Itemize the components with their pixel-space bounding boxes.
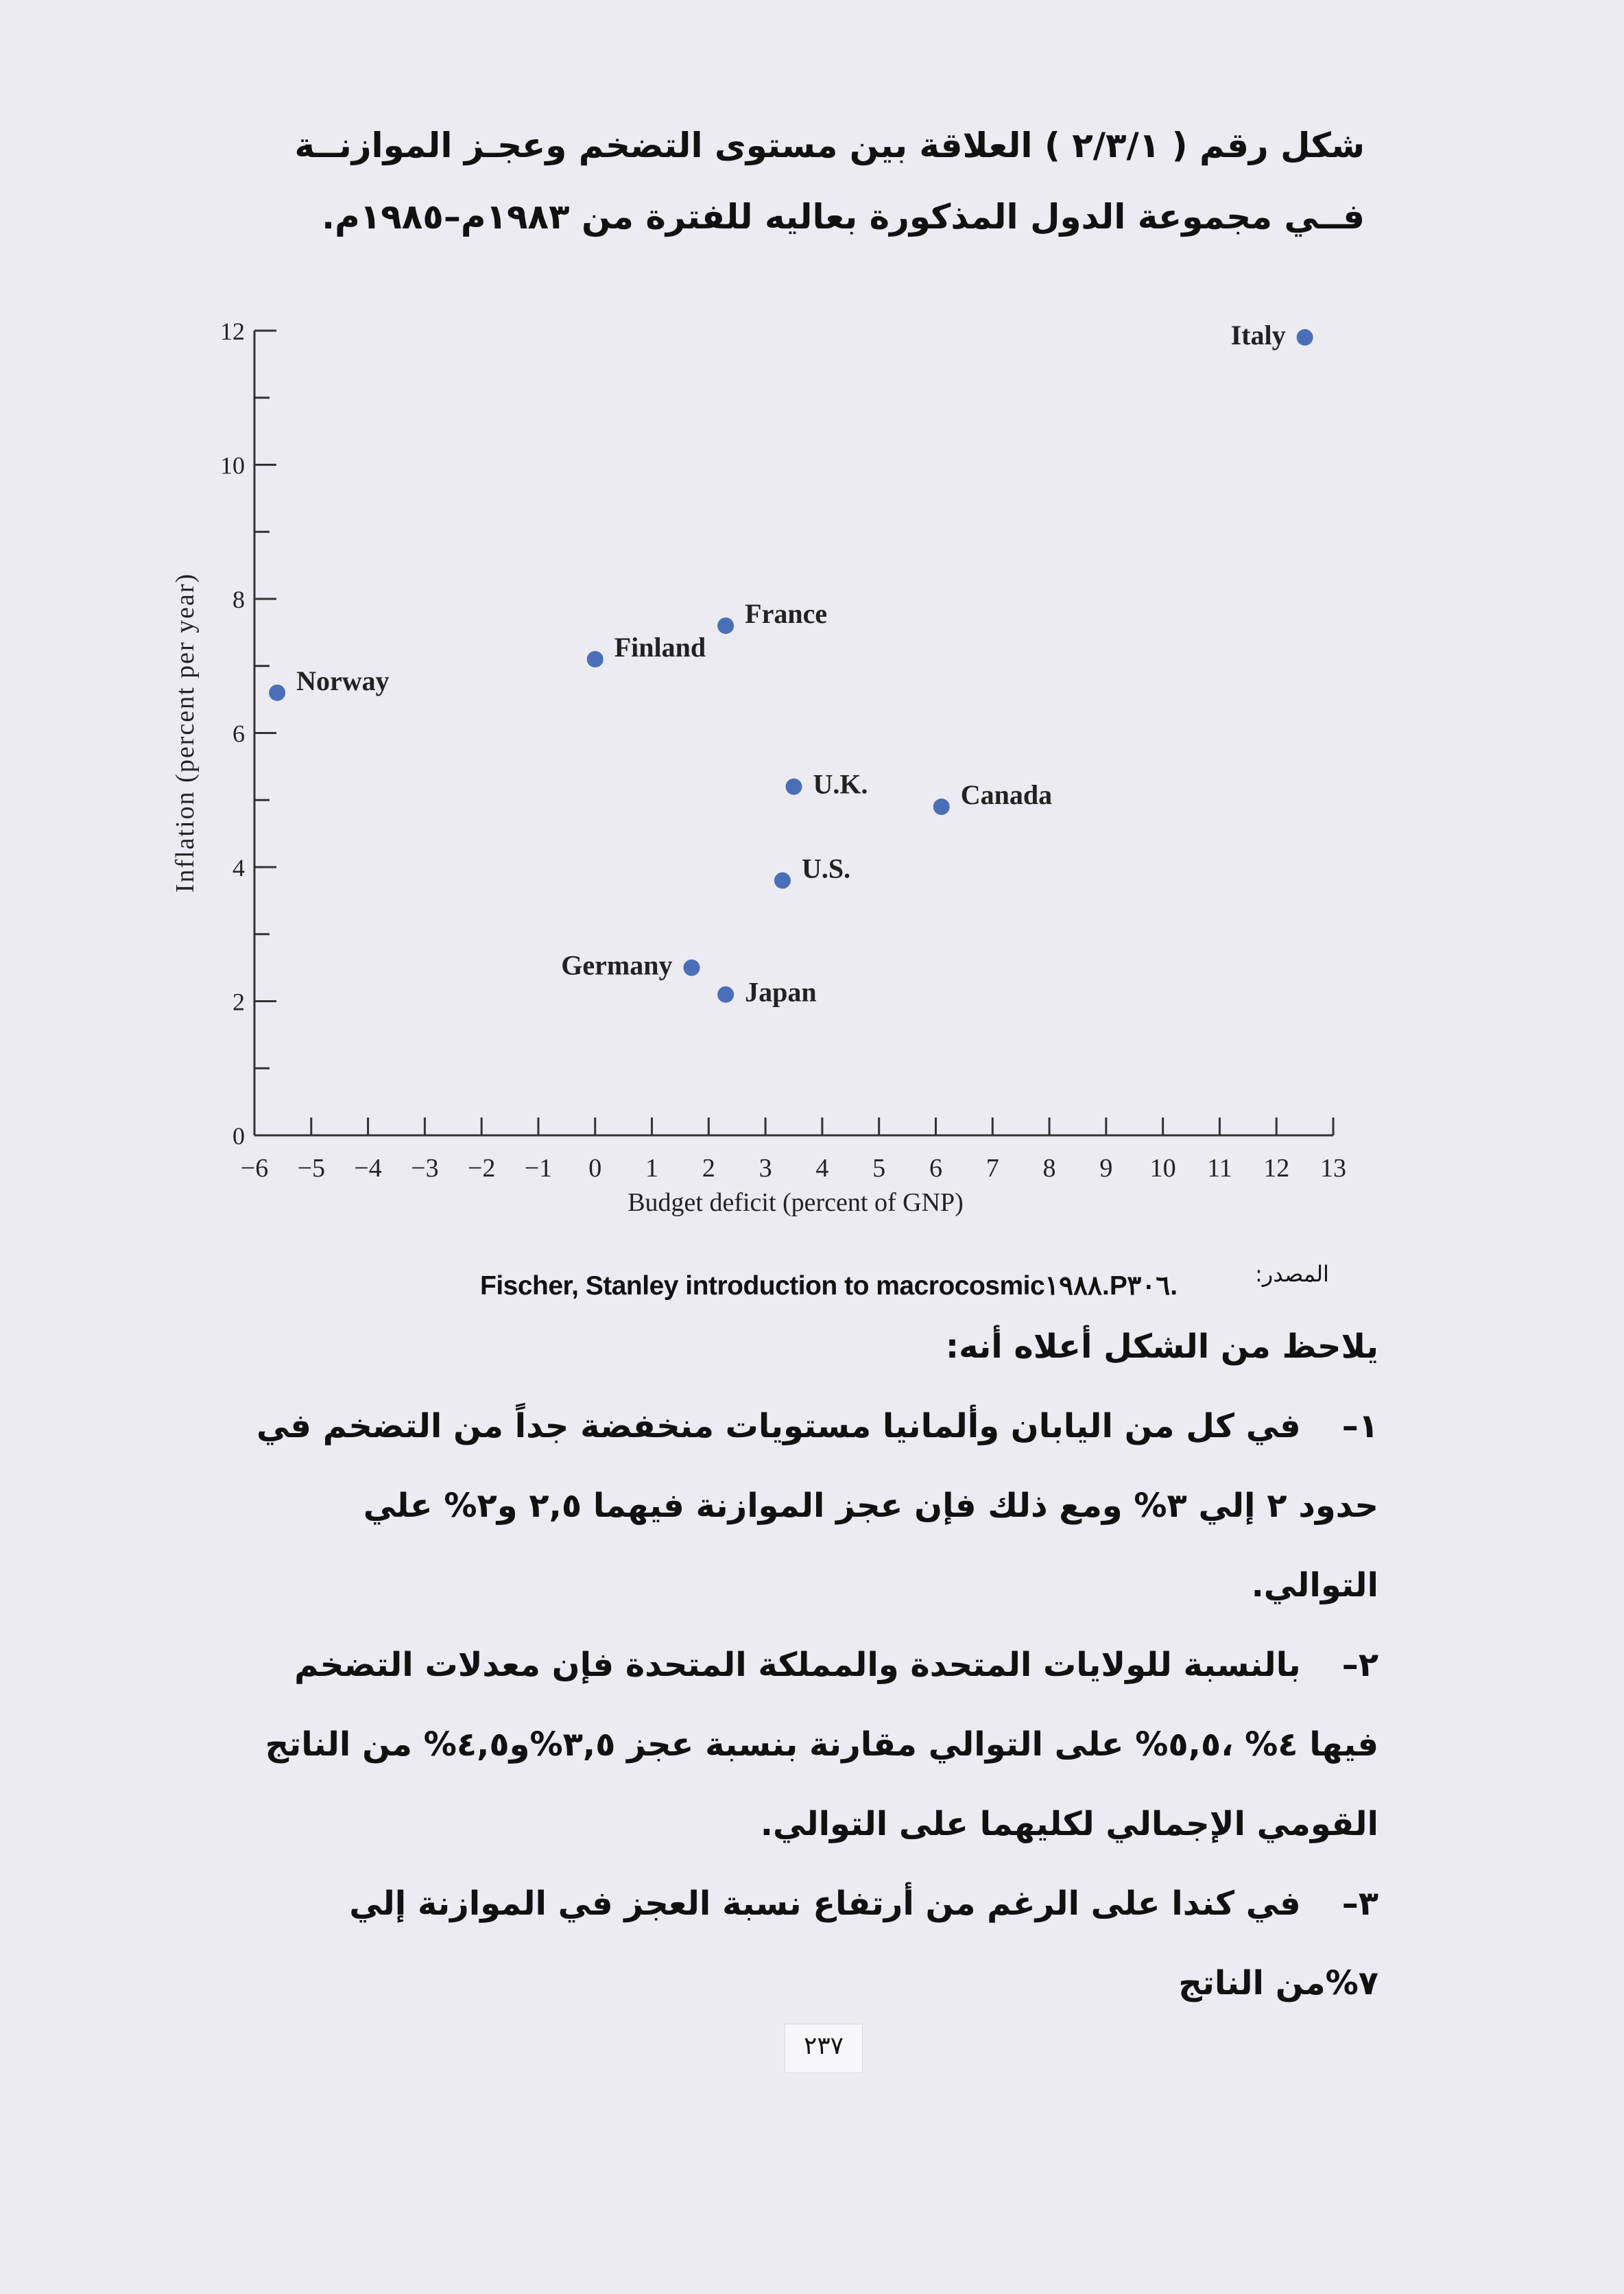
x-tick-label: 7	[986, 1154, 999, 1183]
point-label: Finland	[614, 631, 706, 663]
x-tick-label: 6	[929, 1154, 942, 1183]
x-tick-label: 1	[645, 1154, 659, 1183]
x-tick-label: 9	[1099, 1154, 1113, 1183]
source-citation: Fischer, Stanley introduction to macrocosmic١٩٨٨.P٣٠٦.	[480, 1271, 1178, 1301]
body-text	[247, 1307, 1378, 2023]
point-uk	[786, 779, 802, 795]
x-tick-label: 2	[702, 1154, 715, 1183]
x-axis-label: Budget deficit (percent of GNP)	[628, 1188, 964, 1217]
x-axis-ticks	[241, 1118, 1346, 1183]
chart-axes	[254, 331, 1333, 1135]
list-item	[247, 1864, 1378, 2023]
intro-line: يلاحظ من الشكل أعلاه أنه:	[945, 1327, 1378, 1366]
x-tick-label: 0	[588, 1154, 602, 1183]
source-label: المصدر:	[1255, 1261, 1329, 1287]
point-norway	[269, 685, 285, 701]
x-tick-label: 5	[872, 1154, 886, 1183]
page-number: ٢٣٧	[785, 2024, 863, 2073]
list-item-text: بالنسبة للولايات المتحدة والمملكة المتحدة فإن معدلات التضخم فيها ٤% ،٥,٥% على التوالي مقارنة بنسبة عجز ٣,٥%و٤,٥% من الناتج القومي الإجمالي لكليهما على التوالي.	[265, 1646, 1378, 1843]
x-tick-label: 4	[815, 1154, 829, 1183]
point-finland	[587, 651, 604, 667]
point-canada	[933, 799, 950, 815]
y-tick-label: 2	[232, 988, 245, 1016]
point-label: U.K.	[813, 768, 868, 800]
y-tick-label: 0	[232, 1122, 245, 1150]
x-tick-label: 11	[1207, 1154, 1232, 1183]
point-label: U.S.	[801, 853, 851, 884]
data-points	[269, 320, 1313, 1008]
x-tick-label: 13	[1320, 1154, 1346, 1183]
point-germany	[683, 960, 700, 976]
x-tick-label: −1	[524, 1154, 553, 1183]
point-label: Germany	[561, 949, 673, 981]
x-tick-label: −3	[411, 1154, 439, 1183]
point-japan	[717, 986, 734, 1003]
list-item-number: ٣–	[1341, 1884, 1378, 1923]
list-item-number: ٢–	[1341, 1646, 1378, 1684]
x-tick-label: 12	[1263, 1154, 1290, 1183]
x-tick-label: 10	[1149, 1154, 1176, 1183]
list-item-text: في كندا على الرغم من أرتفاع نسبة العجز في الموازنة إلي ٧%من الناتج	[349, 1884, 1378, 2002]
y-tick-label: 10	[220, 451, 245, 480]
point-label: Canada	[960, 779, 1053, 811]
x-tick-label: 8	[1042, 1154, 1056, 1183]
figure-caption: شكل رقم ( ٢/٣/١ ) العلاقة بين مستوى التضخم وعجـز الموازنــة فــي مجموعة الدول المذكورة بعاليه للفترة من ١٩٨٣م–١٩٨٥م.	[294, 126, 1365, 237]
y-tick-label: 12	[220, 318, 245, 345]
list-item	[247, 1386, 1378, 1625]
x-tick-label: 3	[759, 1154, 772, 1183]
point-label: Norway	[296, 665, 390, 696]
x-tick-label: −5	[297, 1154, 326, 1183]
point-us	[774, 873, 791, 889]
y-tick-label: 8	[232, 586, 245, 613]
x-tick-label: −6	[240, 1154, 269, 1183]
y-axis-ticks	[220, 318, 276, 1150]
x-tick-label: −2	[467, 1154, 496, 1183]
point-label: France	[745, 598, 828, 630]
y-axis-label: Inflation (percent per year)	[171, 572, 200, 893]
y-tick-label: 4	[232, 854, 245, 882]
point-italy	[1297, 329, 1313, 346]
x-tick-label: −4	[354, 1154, 382, 1183]
list-item	[247, 1625, 1378, 1864]
point-france	[717, 617, 734, 634]
y-tick-label: 6	[232, 720, 245, 748]
list-item-number: ١–	[1341, 1407, 1378, 1445]
point-label: Japan	[745, 976, 817, 1008]
point-label: Italy	[1230, 319, 1286, 351]
list-item-text: في كل من اليابان وألمانيا مستويات منخفضة جداً من التضخم في حدود ٢ إلي ٣% ومع ذلك فإن عجز الموازنة فيهما ٢,٥ و٢% علي التوالي.	[256, 1407, 1378, 1605]
